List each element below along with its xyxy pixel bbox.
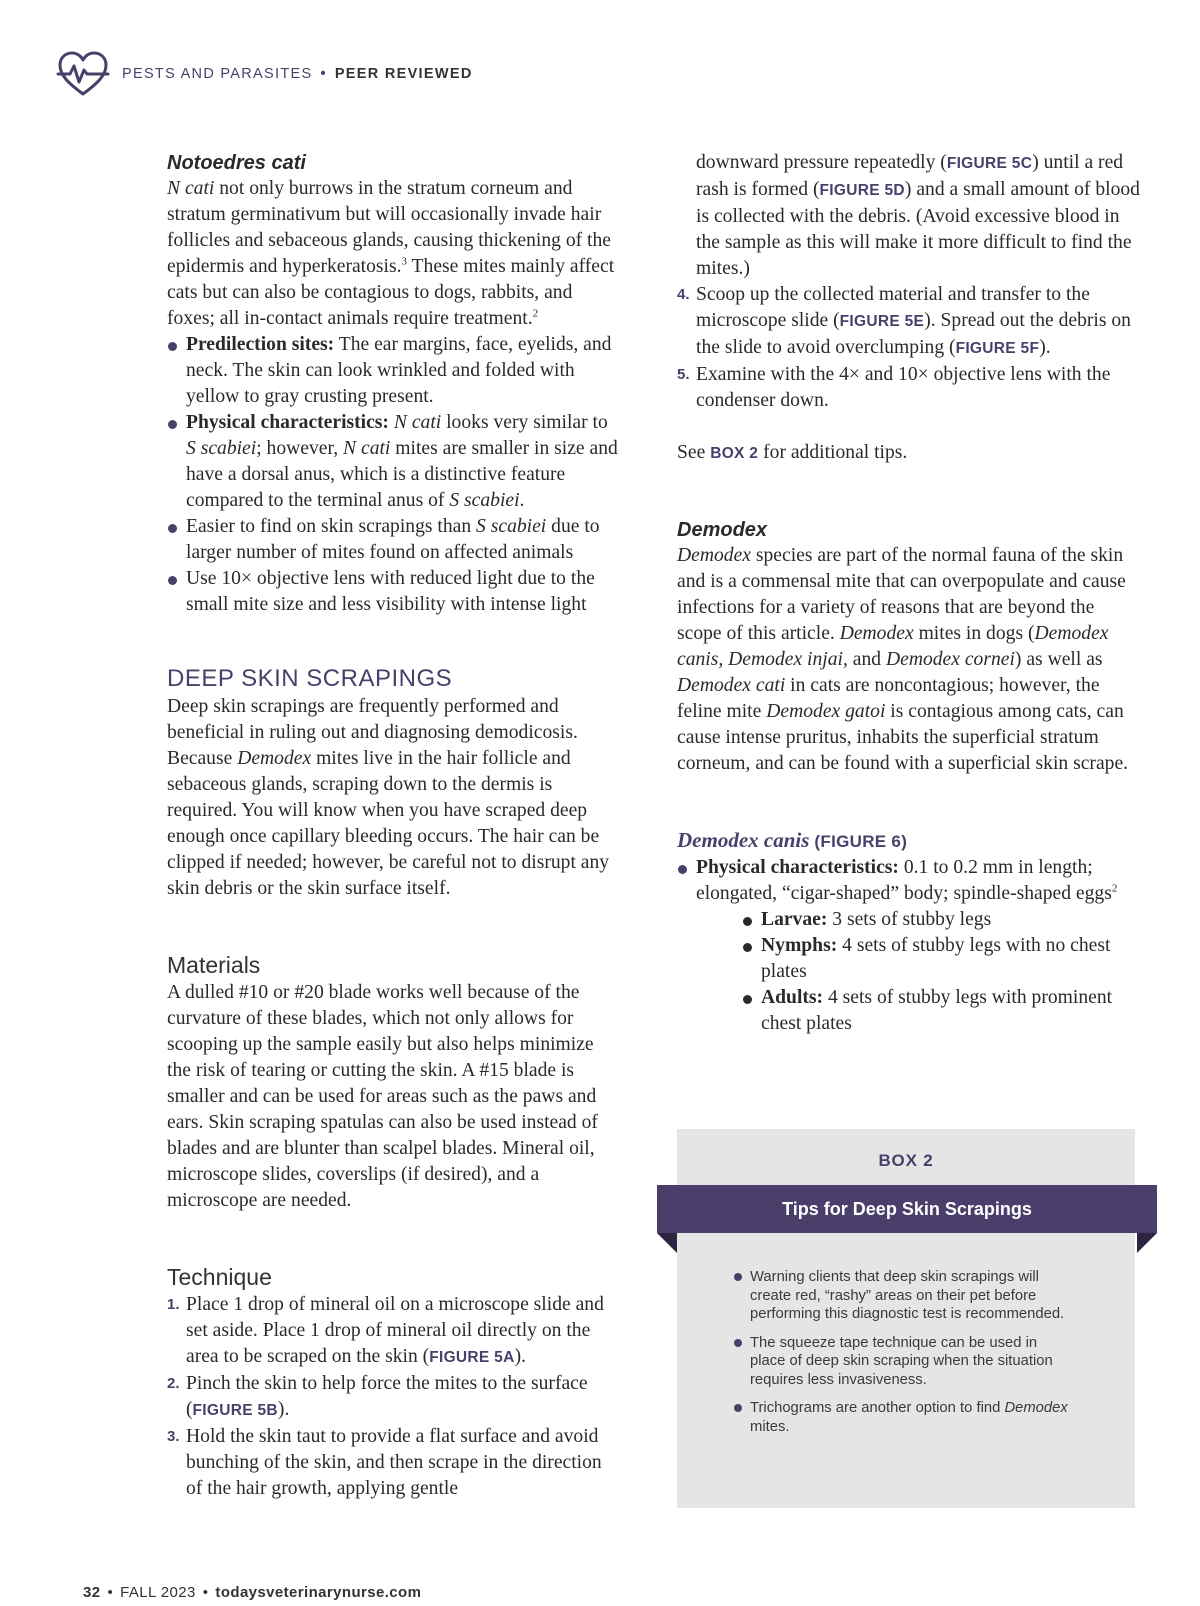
running-header: [56, 50, 473, 98]
text-run: Pinch the skin to help force the mites to the surface (: [186, 1373, 588, 1420]
species-name: S scabiei: [476, 516, 547, 537]
list-item: [167, 410, 622, 514]
technique-heading: Technique: [167, 1264, 272, 1290]
text-run: ).: [514, 1346, 527, 1367]
figure-ref: FIGURE 5A: [429, 1349, 515, 1366]
section-heading-deep-skin-scrapings: DEEP SKIN SCRAPINGS: [167, 665, 453, 692]
figure-ref: FIGURE 5C: [946, 155, 1033, 172]
text-run: See: [677, 442, 711, 463]
list-item: [677, 855, 1142, 1037]
box-title-ribbon: Tips for Deep Skin Scrapings: [657, 1185, 1157, 1233]
bullet-label: Physical characteristics:: [696, 857, 899, 878]
list-item: [167, 514, 622, 566]
bullet-label: Nymphs:: [761, 935, 838, 956]
ribbon-fold-left: [657, 1233, 677, 1253]
citation: 3: [401, 255, 408, 268]
see-box-paragraph: [677, 440, 1142, 467]
step-number: 5.: [677, 366, 690, 383]
list-item: [734, 1399, 1074, 1436]
bullet-text: The ear margins, face, eyelids, and neck. The skin can look wrinkled and folded with yellow to gray crusting present.: [186, 334, 612, 407]
species-name: Demodex cornei: [885, 649, 1015, 670]
text-run: Examine with the 4× and 10× objective lens with the condenser down.: [696, 364, 1111, 411]
website-link[interactable]: todaysveterinarynurse.com: [215, 1584, 422, 1601]
step-number: 2.: [167, 1375, 180, 1392]
citation: 2: [1111, 882, 1118, 895]
species-name: Demodex cati: [677, 675, 786, 696]
box-label: BOX 2: [878, 1151, 934, 1170]
text-run: looks very similar to: [441, 412, 608, 433]
species-name: S scabiei: [449, 490, 520, 511]
list-item: [167, 332, 622, 410]
list-item: [677, 150, 1142, 282]
text-run: downward pressure repeatedly (: [696, 152, 947, 173]
stage-bullets: [742, 907, 1142, 1037]
text-run: for additional tips.: [758, 442, 908, 463]
figure-ref: FIGURE 5E: [839, 313, 925, 330]
species-name: Demodex: [677, 545, 751, 566]
right-column: [677, 150, 1142, 1037]
list-item: Use 10× objective lens with reduced light due to the small mite size and less visibility with intense light: [167, 566, 622, 618]
text-run: in cats are noncontagious; however, the feline mite: [677, 675, 1100, 722]
demodex-heading: Demodex: [677, 519, 768, 541]
bullet-label: Physical characteristics:: [186, 412, 389, 433]
text-run: ) and a small amount of blood is collected with the debris. (Avoid excessive blood in the sample as this will make it more difficult to find the mites.): [696, 179, 1140, 279]
heart-pulse-icon: [56, 50, 110, 98]
species-name: Demodex gatoi: [766, 701, 886, 722]
species-name: S scabiei: [186, 438, 257, 459]
list-item: [742, 907, 1142, 933]
text-run: Trichograms are another option to find: [750, 1400, 1005, 1416]
bullet-text: 4 sets of stubby legs with no chest plates: [761, 935, 1111, 982]
step-number: 4.: [677, 286, 690, 303]
text-run: These mites mainly affect cats but can also be contagious to dogs, rabbits, and foxes; all in-contact animals require treatment.: [167, 256, 615, 329]
text-run: species are part of the normal fauna of the skin and is a commensal mite that can overpopulate and cause infections for a variety of reasons that are beyond the scope of this article.: [677, 545, 1126, 644]
text-run: ) as well as: [1014, 649, 1103, 670]
text-run: mites.: [750, 1418, 790, 1435]
species-name: N cati: [343, 438, 391, 459]
demodex-canis-bullets: [677, 855, 1142, 1037]
species-name: Demodex: [237, 748, 312, 769]
text-run: mites in dogs (: [913, 623, 1035, 644]
figure-ref: FIGURE 5F: [955, 340, 1040, 357]
list-item: [677, 362, 1142, 414]
text-run: Scoop up the collected material and transfer to the microscope slide (: [696, 284, 1090, 331]
bullet-label: Adults:: [761, 987, 824, 1008]
species-name: Demodex canis, Demodex injai: [677, 623, 1109, 670]
issue: FALL 2023: [120, 1584, 196, 1601]
text-run: ).: [277, 1399, 290, 1420]
demodex-canis-heading: [677, 827, 1142, 855]
list-item: [742, 933, 1142, 985]
text-run: ). Spread out the debris on the slide to avoid overclumping (: [696, 310, 1131, 358]
species-name: Demodex: [839, 623, 914, 644]
figure-ref: FIGURE 5B: [192, 1402, 278, 1419]
notoedres-paragraph: [167, 176, 622, 332]
list-item: [167, 1371, 622, 1424]
ribbon-fold-right: [1137, 1233, 1157, 1253]
left-column: [167, 150, 622, 1502]
bullet-text: 4 sets of stubby legs with prominent chest plates: [761, 987, 1113, 1034]
text-run: , and: [842, 649, 886, 670]
list-item: The squeeze tape technique can be used in place of deep skin scraping when the situation requires less invasiveness.: [734, 1334, 1074, 1390]
footer-separator: •: [107, 1584, 114, 1601]
species-name: N cati: [393, 412, 442, 433]
materials-paragraph: A dulled #10 or #20 blade works well because of the curvature of these blades, which not only allows for scooping up the sample easily but also helps minimize the risk of tearing or cutting the skin. A #15 blade is smaller and can be used for areas such as the paws and ears. Skin scraping spatulas can also be used instead of blades and are blunter than scalpel blades. Mineral oil, microscope slides, coverslips (if desired), and a microscope are needed.: [167, 982, 598, 1211]
fig-open: (: [809, 832, 821, 851]
demodex-paragraph: [677, 543, 1142, 777]
deep-paragraph: [167, 694, 622, 902]
text-run: ) until a red rash is formed (: [696, 152, 1124, 200]
species-name: N cati: [167, 178, 215, 199]
text-run: not only burrows in the stratum corneum and stratum germinativum but will occasionally invade hair follicles and sebaceous glands, causing thickening of the epidermis and hyperkeratosis.: [167, 178, 611, 277]
box-ref: BOX 2: [710, 445, 759, 462]
list-item: [677, 282, 1142, 362]
text-run: ).: [1039, 337, 1051, 358]
text-run: Hold the skin taut to provide a flat surface and avoid bunching of the skin, and then scrape in the direction of the hair growth, applying gentle: [186, 1426, 602, 1499]
technique-steps-continued: [677, 150, 1142, 414]
page-footer: [83, 1584, 421, 1601]
demodex-canis-title: Demodex canis: [677, 828, 810, 852]
box-tips-list: [734, 1268, 1074, 1446]
figure-ref: FIGURE 6: [820, 832, 902, 851]
text-run: Place 1 drop of mineral oil on a microscope slide and set aside. Place 1 drop of mineral oil directly on the area to be scraped on the skin (: [186, 1294, 604, 1367]
text-run: mites are smaller in size and have a dorsal anus, which is a distinctive feature compared to the terminal anus of: [186, 438, 618, 511]
step-number: 3.: [167, 1428, 180, 1445]
bullet-label: Larvae:: [761, 909, 828, 930]
text-run: due to larger number of mites found on affected animals: [186, 516, 600, 563]
text-run: mites live in the hair follicle and sebaceous glands, scraping down to the dermis is required. You will know when you have scraped deep enough once capillary bleeding occurs. The hair can be clipped if needed; however, be careful not to disrupt any skin debris or the skin surface itself.: [167, 748, 610, 899]
notoedres-bullets: [167, 332, 622, 618]
header-tag: PEER REVIEWED: [334, 66, 473, 82]
list-item: Warning clients that deep skin scrapings will create red, “rashy” areas on their pet before performing this diagnostic test is recommended.: [734, 1268, 1074, 1324]
figure-ref: FIGURE 5D: [819, 182, 905, 199]
list-item: [167, 1424, 622, 1502]
page-number: 32: [83, 1584, 101, 1601]
footer-separator: •: [202, 1584, 209, 1601]
materials-heading: Materials: [167, 952, 261, 978]
text-run: Deep skin scrapings are frequently performed and beneficial in ruling out and diagnosing demodicosis. Because: [167, 696, 578, 769]
text-run: is contagious among cats, can cause intense pruritus, inhabits the superficial stratum corneum, and can be found with a superficial skin scrape.: [677, 701, 1129, 774]
bullet-text: 3 sets of stubby legs: [827, 909, 992, 930]
step-number: 1.: [167, 1296, 180, 1313]
list-item: [742, 985, 1142, 1037]
bullet-label: Predilection sites:: [186, 334, 335, 355]
species-name: Demodex: [1004, 1400, 1068, 1416]
header-text: [122, 66, 473, 82]
fig-close: ): [901, 832, 908, 851]
bullet-text: 0.1 to 0.2 mm in length; elongated, “cigar-shaped” body; spindle-shaped eggs: [696, 857, 1112, 904]
text-run: ; however,: [256, 438, 344, 459]
text-run: Easier to find on skin scrapings than: [186, 516, 477, 537]
header-separator: •: [320, 66, 327, 82]
citation: 2: [532, 307, 539, 320]
notoedres-heading: Notoedres cati: [167, 152, 306, 174]
header-section: PESTS AND PARASITES: [122, 66, 313, 82]
technique-steps: [167, 1292, 622, 1502]
text-run: .: [519, 490, 525, 511]
list-item: [167, 1292, 622, 1371]
